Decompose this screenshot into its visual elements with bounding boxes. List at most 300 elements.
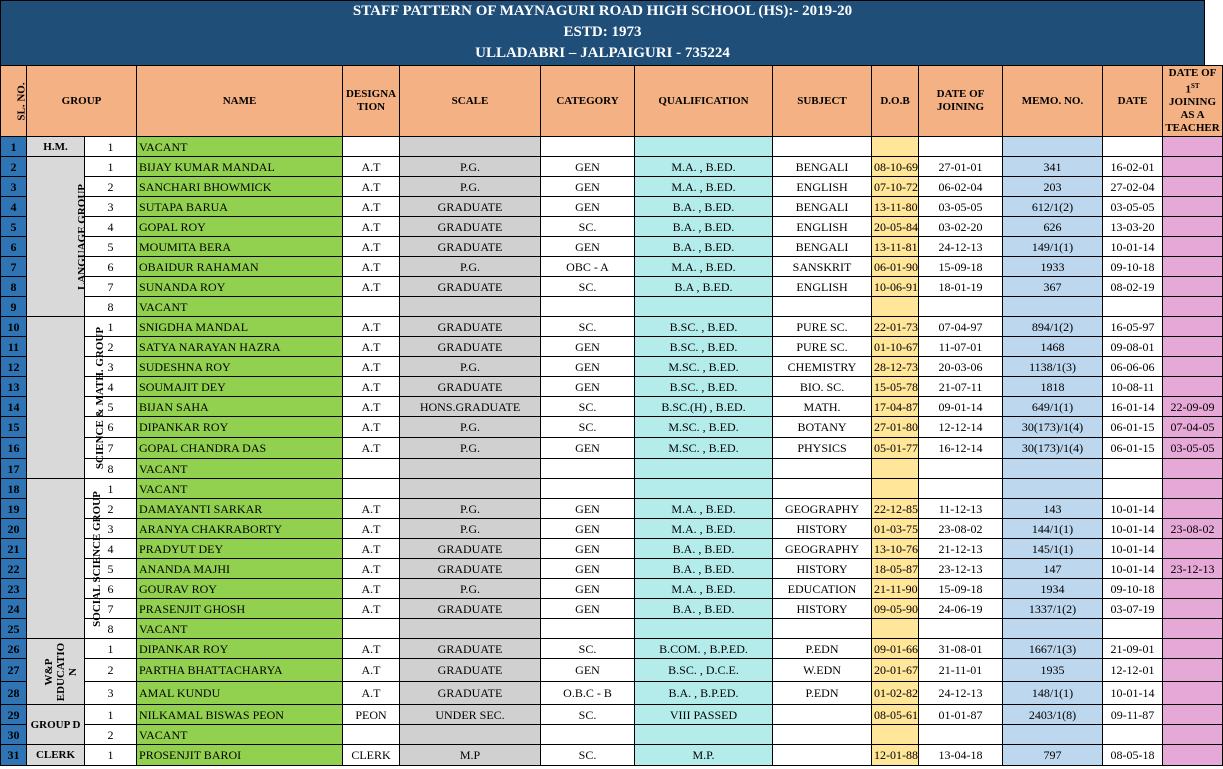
cell-sl-no[interactable]: 27 bbox=[1, 659, 27, 682]
cell-memo-no[interactable]: 30(173)/1(4) bbox=[1003, 417, 1103, 438]
cell-designation[interactable] bbox=[343, 459, 400, 479]
cell-subject[interactable] bbox=[773, 745, 872, 766]
cell-date[interactable] bbox=[1103, 619, 1163, 639]
cell-memo-no[interactable]: 612/1(2) bbox=[1003, 197, 1103, 217]
cell-date-of-joining[interactable]: 21-11-01 bbox=[919, 659, 1003, 682]
cell-first-joining[interactable] bbox=[1163, 137, 1223, 157]
cell-designation[interactable]: A.T bbox=[343, 397, 400, 417]
cell-dob[interactable]: 17-04-87 bbox=[872, 397, 919, 417]
cell-memo-no[interactable]: 147 bbox=[1003, 559, 1103, 579]
cell-group-number[interactable]: 2 bbox=[85, 337, 137, 357]
cell-group-number[interactable]: 2 bbox=[85, 659, 137, 682]
cell-dob[interactable] bbox=[872, 479, 919, 499]
cell-group-number[interactable]: 5 bbox=[85, 397, 137, 417]
cell-date[interactable]: 10-01-14 bbox=[1103, 519, 1163, 539]
cell-category[interactable]: GEN bbox=[541, 579, 635, 599]
cell-category[interactable]: SC. bbox=[541, 317, 635, 337]
cell-group-social[interactable] bbox=[27, 479, 103, 639]
cell-group-number[interactable]: 1 bbox=[85, 137, 137, 157]
cell-date-of-joining[interactable] bbox=[919, 619, 1003, 639]
cell-sl-no[interactable]: 11 bbox=[1, 337, 27, 357]
cell-first-joining[interactable] bbox=[1163, 639, 1223, 659]
cell-date-of-joining[interactable]: 23-12-13 bbox=[919, 559, 1003, 579]
cell-date-of-joining[interactable]: 16-12-14 bbox=[919, 438, 1003, 459]
cell-date[interactable]: 06-01-15 bbox=[1103, 438, 1163, 459]
cell-first-joining[interactable] bbox=[1163, 619, 1223, 639]
cell-date-of-joining[interactable] bbox=[919, 479, 1003, 499]
cell-group-number[interactable]: 4 bbox=[85, 539, 137, 559]
cell-dob[interactable]: 15-05-78 bbox=[872, 377, 919, 397]
cell-qualification[interactable]: M.A. , B.ED. bbox=[635, 579, 773, 599]
cell-subject[interactable]: CHEMISTRY bbox=[773, 357, 872, 377]
cell-qualification[interactable]: M.A. , B.ED. bbox=[635, 499, 773, 519]
cell-group-number[interactable]: 6 bbox=[85, 417, 137, 438]
cell-date-of-joining[interactable]: 21-12-13 bbox=[919, 539, 1003, 559]
cell-date[interactable]: 10-01-14 bbox=[1103, 559, 1163, 579]
cell-memo-no[interactable]: 1818 bbox=[1003, 377, 1103, 397]
cell-dob[interactable]: 05-01-77 bbox=[872, 438, 919, 459]
cell-first-joining[interactable] bbox=[1163, 725, 1223, 745]
cell-designation[interactable]: A.T bbox=[343, 639, 400, 659]
cell-memo-no[interactable]: 1935 bbox=[1003, 659, 1103, 682]
cell-date[interactable]: 10-01-14 bbox=[1103, 499, 1163, 519]
cell-designation[interactable]: A.T bbox=[343, 357, 400, 377]
cell-scale[interactable]: GRADUATE bbox=[400, 682, 541, 705]
cell-designation[interactable] bbox=[343, 725, 400, 745]
cell-group-number[interactable]: 6 bbox=[85, 579, 137, 599]
cell-dob[interactable]: 22-01-73 bbox=[872, 317, 919, 337]
cell-date[interactable] bbox=[1103, 297, 1163, 317]
cell-group-number[interactable]: 1 bbox=[85, 479, 137, 499]
cell-date-of-joining[interactable]: 13-04-18 bbox=[919, 745, 1003, 766]
cell-date-of-joining[interactable]: 11-12-13 bbox=[919, 499, 1003, 519]
cell-date[interactable]: 10-01-14 bbox=[1103, 237, 1163, 257]
cell-dob[interactable]: 01-10-67 bbox=[872, 337, 919, 357]
cell-category[interactable]: O.B.C - B bbox=[541, 682, 635, 705]
cell-name[interactable]: SANCHARI BHOWMICK bbox=[137, 177, 343, 197]
cell-qualification[interactable]: B.A. , B.ED. bbox=[635, 539, 773, 559]
cell-sl-no[interactable]: 20 bbox=[1, 519, 27, 539]
cell-group-number[interactable]: 8 bbox=[85, 297, 137, 317]
cell-qualification[interactable]: B.A. , B.ED. bbox=[635, 559, 773, 579]
cell-qualification[interactable]: B.A. , B.ED. bbox=[635, 217, 773, 237]
cell-first-joining[interactable] bbox=[1163, 579, 1223, 599]
cell-subject[interactable]: MATH. bbox=[773, 397, 872, 417]
cell-date-of-joining[interactable]: 24-12-13 bbox=[919, 682, 1003, 705]
cell-designation[interactable]: A.T bbox=[343, 377, 400, 397]
cell-memo-no[interactable]: 626 bbox=[1003, 217, 1103, 237]
cell-memo-no[interactable]: 145/1(1) bbox=[1003, 539, 1103, 559]
cell-dob[interactable]: 01-03-75 bbox=[872, 519, 919, 539]
cell-group-group-d[interactable]: GROUP D bbox=[27, 705, 85, 745]
cell-first-joining[interactable] bbox=[1163, 257, 1223, 277]
cell-date-of-joining[interactable]: 11-07-01 bbox=[919, 337, 1003, 357]
cell-memo-no[interactable]: 148/1(1) bbox=[1003, 682, 1103, 705]
cell-date[interactable]: 10-01-14 bbox=[1103, 682, 1163, 705]
cell-dob[interactable]: 21-11-90 bbox=[872, 579, 919, 599]
cell-designation[interactable]: A.T bbox=[343, 277, 400, 297]
cell-memo-no[interactable]: 144/1(1) bbox=[1003, 519, 1103, 539]
cell-category[interactable]: SC. bbox=[541, 639, 635, 659]
cell-scale[interactable]: P.G. bbox=[400, 579, 541, 599]
cell-sl-no[interactable]: 8 bbox=[1, 277, 27, 297]
cell-scale[interactable]: GRADUATE bbox=[400, 197, 541, 217]
cell-category[interactable]: SC. bbox=[541, 217, 635, 237]
cell-name[interactable]: AMAL KUNDU bbox=[137, 682, 343, 705]
cell-name[interactable]: VACANT bbox=[137, 725, 343, 745]
cell-scale[interactable]: P.G. bbox=[400, 257, 541, 277]
cell-memo-no[interactable]: 367 bbox=[1003, 277, 1103, 297]
cell-category[interactable]: GEN bbox=[541, 377, 635, 397]
cell-qualification[interactable] bbox=[635, 619, 773, 639]
cell-sl-no[interactable]: 15 bbox=[1, 417, 27, 438]
cell-category[interactable] bbox=[541, 297, 635, 317]
cell-name[interactable]: ARANYA CHAKRABORTY bbox=[137, 519, 343, 539]
cell-qualification[interactable]: M.A. , B.ED. bbox=[635, 257, 773, 277]
cell-qualification[interactable]: M.A. , B.ED. bbox=[635, 519, 773, 539]
cell-group-language[interactable] bbox=[27, 157, 89, 317]
cell-scale[interactable]: UNDER SEC. bbox=[400, 705, 541, 725]
cell-name[interactable]: VACANT bbox=[137, 137, 343, 157]
cell-dob[interactable]: 12-01-88 bbox=[872, 745, 919, 766]
cell-name[interactable]: PRASENJIT GHOSH bbox=[137, 599, 343, 619]
cell-sl-no[interactable]: 21 bbox=[1, 539, 27, 559]
cell-name[interactable]: VACANT bbox=[137, 297, 343, 317]
cell-designation[interactable] bbox=[343, 479, 400, 499]
cell-dob[interactable]: 13-11-80 bbox=[872, 197, 919, 217]
cell-dob[interactable] bbox=[872, 619, 919, 639]
cell-group-number[interactable]: 2 bbox=[85, 177, 137, 197]
cell-group-number[interactable]: 5 bbox=[85, 237, 137, 257]
cell-memo-no[interactable]: 1138/1(3) bbox=[1003, 357, 1103, 377]
cell-category[interactable]: GEN bbox=[541, 337, 635, 357]
cell-group-number[interactable]: 1 bbox=[85, 745, 137, 766]
cell-date[interactable]: 27-02-04 bbox=[1103, 177, 1163, 197]
cell-sl-no[interactable]: 17 bbox=[1, 459, 27, 479]
cell-qualification[interactable]: B.A , B.ED. bbox=[635, 277, 773, 297]
cell-date-of-joining[interactable]: 18-01-19 bbox=[919, 277, 1003, 297]
cell-qualification[interactable]: M.P. bbox=[635, 745, 773, 766]
cell-group-number[interactable]: 7 bbox=[85, 599, 137, 619]
cell-category[interactable]: GEN bbox=[541, 237, 635, 257]
cell-dob[interactable]: 20-01-67 bbox=[872, 659, 919, 682]
cell-name[interactable]: OBAIDUR RAHAMAN bbox=[137, 257, 343, 277]
cell-date-of-joining[interactable]: 27-01-01 bbox=[919, 157, 1003, 177]
cell-first-joining[interactable]: 23-12-13 bbox=[1163, 559, 1223, 579]
cell-sl-no[interactable]: 3 bbox=[1, 177, 27, 197]
cell-sl-no[interactable]: 19 bbox=[1, 499, 27, 519]
cell-dob[interactable] bbox=[872, 459, 919, 479]
cell-designation[interactable]: A.T bbox=[343, 217, 400, 237]
cell-group-number[interactable]: 1 bbox=[85, 317, 137, 337]
cell-name[interactable]: SNIGDHA MANDAL bbox=[137, 317, 343, 337]
cell-scale[interactable] bbox=[400, 137, 541, 157]
cell-sl-no[interactable]: 30 bbox=[1, 725, 27, 745]
cell-first-joining[interactable] bbox=[1163, 705, 1223, 725]
cell-scale[interactable]: P.G. bbox=[400, 417, 541, 438]
cell-date[interactable]: 06-06-06 bbox=[1103, 357, 1163, 377]
cell-date-of-joining[interactable]: 20-03-06 bbox=[919, 357, 1003, 377]
col-memo-no[interactable]: MEMO. NO. bbox=[1003, 66, 1103, 137]
cell-subject[interactable]: PURE SC. bbox=[773, 317, 872, 337]
cell-first-joining[interactable]: 07-04-05 bbox=[1163, 417, 1223, 438]
cell-subject[interactable] bbox=[773, 459, 872, 479]
cell-subject[interactable] bbox=[773, 297, 872, 317]
cell-first-joining[interactable] bbox=[1163, 177, 1223, 197]
cell-qualification[interactable]: M.A. , B.ED. bbox=[635, 157, 773, 177]
cell-name[interactable]: BIJAY KUMAR MANDAL bbox=[137, 157, 343, 177]
cell-subject[interactable]: SANSKRIT bbox=[773, 257, 872, 277]
cell-subject[interactable]: PURE SC. bbox=[773, 337, 872, 357]
cell-group-number[interactable]: 6 bbox=[85, 257, 137, 277]
col-designation[interactable]: DESIGNA TION bbox=[343, 66, 400, 137]
cell-category[interactable]: GEN bbox=[541, 157, 635, 177]
cell-first-joining[interactable] bbox=[1163, 659, 1223, 682]
cell-sl-no[interactable]: 22 bbox=[1, 559, 27, 579]
cell-qualification[interactable]: B.A. , B.P.ED. bbox=[635, 682, 773, 705]
cell-date[interactable]: 10-01-14 bbox=[1103, 539, 1163, 559]
cell-sl-no[interactable]: 14 bbox=[1, 397, 27, 417]
cell-first-joining[interactable] bbox=[1163, 317, 1223, 337]
cell-subject[interactable]: BENGALI bbox=[773, 237, 872, 257]
cell-qualification[interactable]: M.SC. , B.ED. bbox=[635, 417, 773, 438]
cell-category[interactable] bbox=[541, 725, 635, 745]
cell-subject[interactable]: HISTORY bbox=[773, 519, 872, 539]
cell-group-number[interactable]: 4 bbox=[85, 377, 137, 397]
cell-sl-no[interactable]: 18 bbox=[1, 479, 27, 499]
cell-date[interactable]: 03-05-05 bbox=[1103, 197, 1163, 217]
cell-name[interactable]: GOURAV ROY bbox=[137, 579, 343, 599]
cell-date-of-joining[interactable]: 24-12-13 bbox=[919, 237, 1003, 257]
cell-memo-no[interactable] bbox=[1003, 725, 1103, 745]
cell-designation[interactable]: A.T bbox=[343, 417, 400, 438]
cell-dob[interactable]: 07-10-72 bbox=[872, 177, 919, 197]
cell-first-joining[interactable] bbox=[1163, 479, 1223, 499]
cell-name[interactable]: MOUMITA BERA bbox=[137, 237, 343, 257]
cell-first-joining[interactable] bbox=[1163, 277, 1223, 297]
cell-date-of-joining[interactable] bbox=[919, 725, 1003, 745]
cell-qualification[interactable]: B.A. , B.ED. bbox=[635, 237, 773, 257]
cell-date[interactable]: 08-05-18 bbox=[1103, 745, 1163, 766]
col-qualification[interactable]: QUALIFICATION bbox=[635, 66, 773, 137]
cell-category[interactable]: GEN bbox=[541, 357, 635, 377]
cell-scale[interactable] bbox=[400, 459, 541, 479]
cell-name[interactable]: SUTAPA BARUA bbox=[137, 197, 343, 217]
cell-memo-no[interactable] bbox=[1003, 459, 1103, 479]
cell-sl-no[interactable]: 5 bbox=[1, 217, 27, 237]
cell-date-of-joining[interactable]: 06-02-04 bbox=[919, 177, 1003, 197]
cell-sl-no[interactable]: 31 bbox=[1, 745, 27, 766]
cell-memo-no[interactable]: 1667/1(3) bbox=[1003, 639, 1103, 659]
cell-category[interactable]: SC. bbox=[541, 705, 635, 725]
cell-subject[interactable] bbox=[773, 137, 872, 157]
cell-memo-no[interactable] bbox=[1003, 479, 1103, 499]
cell-category[interactable] bbox=[541, 459, 635, 479]
cell-name[interactable]: ANANDA MAJHI bbox=[137, 559, 343, 579]
cell-date[interactable]: 08-02-19 bbox=[1103, 277, 1163, 297]
cell-name[interactable]: VACANT bbox=[137, 619, 343, 639]
cell-qualification[interactable]: B.SC. , B.ED. bbox=[635, 317, 773, 337]
cell-scale[interactable]: P.G. bbox=[400, 438, 541, 459]
cell-qualification[interactable]: B.A. , B.ED. bbox=[635, 599, 773, 619]
cell-qualification[interactable]: M.SC. , B.ED. bbox=[635, 357, 773, 377]
cell-subject[interactable]: ENGLISH bbox=[773, 217, 872, 237]
cell-group-wp[interactable] bbox=[27, 639, 85, 705]
cell-date-of-joining[interactable] bbox=[919, 459, 1003, 479]
cell-category[interactable]: GEN bbox=[541, 519, 635, 539]
cell-name[interactable]: BIJAN SAHA bbox=[137, 397, 343, 417]
cell-scale[interactable]: P.G. bbox=[400, 177, 541, 197]
cell-name[interactable]: DAMAYANTI SARKAR bbox=[137, 499, 343, 519]
col-scale[interactable]: SCALE bbox=[400, 66, 541, 137]
cell-subject[interactable]: GEOGRAPHY bbox=[773, 499, 872, 519]
cell-category[interactable]: GEN bbox=[541, 599, 635, 619]
cell-date[interactable]: 09-10-18 bbox=[1103, 257, 1163, 277]
cell-sl-no[interactable]: 29 bbox=[1, 705, 27, 725]
cell-category[interactable]: GEN bbox=[541, 499, 635, 519]
cell-group-number[interactable]: 4 bbox=[85, 217, 137, 237]
cell-memo-no[interactable]: 1934 bbox=[1003, 579, 1103, 599]
cell-sl-no[interactable]: 2 bbox=[1, 157, 27, 177]
cell-memo-no[interactable]: 1933 bbox=[1003, 257, 1103, 277]
cell-name[interactable]: PARTHA BHATTACHARYA bbox=[137, 659, 343, 682]
cell-subject[interactable]: P.EDN bbox=[773, 682, 872, 705]
cell-memo-no[interactable] bbox=[1003, 619, 1103, 639]
cell-name[interactable]: DIPANKAR ROY bbox=[137, 417, 343, 438]
cell-category[interactable]: GEN bbox=[541, 177, 635, 197]
cell-sl-no[interactable]: 9 bbox=[1, 297, 27, 317]
cell-name[interactable]: PRADYUT DEY bbox=[137, 539, 343, 559]
cell-qualification[interactable] bbox=[635, 137, 773, 157]
cell-scale[interactable]: GRADUATE bbox=[400, 277, 541, 297]
cell-memo-no[interactable]: 203 bbox=[1003, 177, 1103, 197]
cell-dob[interactable]: 18-05-87 bbox=[872, 559, 919, 579]
cell-subject[interactable]: BENGALI bbox=[773, 157, 872, 177]
cell-date-of-joining[interactable]: 03-05-05 bbox=[919, 197, 1003, 217]
cell-first-joining[interactable] bbox=[1163, 377, 1223, 397]
cell-date[interactable]: 09-11-87 bbox=[1103, 705, 1163, 725]
cell-category[interactable] bbox=[541, 137, 635, 157]
cell-subject[interactable] bbox=[773, 725, 872, 745]
cell-designation[interactable]: A.T bbox=[343, 579, 400, 599]
cell-first-joining[interactable]: 23-08-02 bbox=[1163, 519, 1223, 539]
cell-qualification[interactable] bbox=[635, 479, 773, 499]
cell-designation[interactable]: A.T bbox=[343, 157, 400, 177]
cell-group-number[interactable]: 8 bbox=[85, 619, 137, 639]
cell-date[interactable]: 06-01-15 bbox=[1103, 417, 1163, 438]
cell-designation[interactable]: A.T bbox=[343, 559, 400, 579]
cell-first-joining[interactable] bbox=[1163, 217, 1223, 237]
cell-dob[interactable]: 27-01-80 bbox=[872, 417, 919, 438]
cell-first-joining[interactable] bbox=[1163, 682, 1223, 705]
cell-name[interactable]: PROSENJIT BAROI bbox=[137, 745, 343, 766]
cell-group-hm[interactable]: H.M. bbox=[27, 137, 85, 157]
cell-dob[interactable]: 06-01-90 bbox=[872, 257, 919, 277]
cell-memo-no[interactable]: 797 bbox=[1003, 745, 1103, 766]
cell-date-of-joining[interactable]: 12-12-14 bbox=[919, 417, 1003, 438]
cell-name[interactable]: SATYA NARAYAN HAZRA bbox=[137, 337, 343, 357]
col-date-of-joining[interactable]: DATE OF JOINING bbox=[919, 66, 1003, 137]
cell-memo-no[interactable]: 1468 bbox=[1003, 337, 1103, 357]
col-subject[interactable]: SUBJECT bbox=[773, 66, 872, 137]
cell-group-clerk[interactable]: CLERK bbox=[27, 745, 85, 766]
cell-designation[interactable]: A.T bbox=[343, 599, 400, 619]
cell-subject[interactable]: ENGLISH bbox=[773, 277, 872, 297]
cell-date[interactable] bbox=[1103, 137, 1163, 157]
cell-memo-no[interactable]: 149/1(1) bbox=[1003, 237, 1103, 257]
cell-subject[interactable]: BENGALI bbox=[773, 197, 872, 217]
cell-designation[interactable]: A.T bbox=[343, 237, 400, 257]
cell-scale[interactable]: GRADUATE bbox=[400, 639, 541, 659]
cell-dob[interactable]: 13-10-76 bbox=[872, 539, 919, 559]
cell-memo-no[interactable]: 649/1(1) bbox=[1003, 397, 1103, 417]
cell-dob[interactable]: 13-11-81 bbox=[872, 237, 919, 257]
cell-scale[interactable]: GRADUATE bbox=[400, 659, 541, 682]
cell-scale[interactable]: P.G. bbox=[400, 499, 541, 519]
cell-category[interactable]: SC. bbox=[541, 277, 635, 297]
cell-scale[interactable]: GRADUATE bbox=[400, 559, 541, 579]
cell-date-of-joining[interactable]: 21-07-11 bbox=[919, 377, 1003, 397]
cell-dob[interactable] bbox=[872, 137, 919, 157]
cell-scale[interactable]: GRADUATE bbox=[400, 337, 541, 357]
cell-sl-no[interactable]: 13 bbox=[1, 377, 27, 397]
cell-memo-no[interactable]: 1337/1(2) bbox=[1003, 599, 1103, 619]
cell-scale[interactable]: P.G. bbox=[400, 519, 541, 539]
cell-scale[interactable]: GRADUATE bbox=[400, 237, 541, 257]
cell-first-joining[interactable] bbox=[1163, 599, 1223, 619]
cell-first-joining[interactable] bbox=[1163, 197, 1223, 217]
cell-first-joining[interactable] bbox=[1163, 237, 1223, 257]
cell-scale[interactable]: P.G. bbox=[400, 157, 541, 177]
cell-date[interactable]: 16-02-01 bbox=[1103, 157, 1163, 177]
cell-qualification[interactable]: VIII PASSED bbox=[635, 705, 773, 725]
cell-subject[interactable]: EDUCATION bbox=[773, 579, 872, 599]
cell-subject[interactable]: BIO. SC. bbox=[773, 377, 872, 397]
cell-sl-no[interactable]: 24 bbox=[1, 599, 27, 619]
cell-designation[interactable]: A.T bbox=[343, 499, 400, 519]
cell-designation[interactable] bbox=[343, 619, 400, 639]
cell-qualification[interactable]: B.SC. , B.ED. bbox=[635, 337, 773, 357]
cell-designation[interactable] bbox=[343, 137, 400, 157]
cell-designation[interactable]: A.T bbox=[343, 197, 400, 217]
col-first-joining[interactable]: DATE OF 1ST JOINING AS A TEACHER bbox=[1163, 66, 1223, 137]
cell-first-joining[interactable] bbox=[1163, 297, 1223, 317]
cell-designation[interactable]: A.T bbox=[343, 539, 400, 559]
cell-group-number[interactable]: 7 bbox=[85, 438, 137, 459]
cell-first-joining[interactable] bbox=[1163, 337, 1223, 357]
cell-name[interactable]: GOPAL CHANDRA DAS bbox=[137, 438, 343, 459]
cell-first-joining[interactable]: 22-09-09 bbox=[1163, 397, 1223, 417]
cell-date-of-joining[interactable]: 15-09-18 bbox=[919, 257, 1003, 277]
cell-category[interactable]: GEN bbox=[541, 659, 635, 682]
cell-memo-no[interactable]: 341 bbox=[1003, 157, 1103, 177]
cell-category[interactable]: GEN bbox=[541, 438, 635, 459]
cell-sl-no[interactable]: 6 bbox=[1, 237, 27, 257]
cell-memo-no[interactable]: 143 bbox=[1003, 499, 1103, 519]
cell-group-number[interactable]: 3 bbox=[85, 197, 137, 217]
cell-date-of-joining[interactable]: 31-08-01 bbox=[919, 639, 1003, 659]
cell-qualification[interactable]: B.COM. , B.P.ED. bbox=[635, 639, 773, 659]
cell-date[interactable]: 09-08-01 bbox=[1103, 337, 1163, 357]
cell-date[interactable]: 13-03-20 bbox=[1103, 217, 1163, 237]
cell-dob[interactable]: 09-05-90 bbox=[872, 599, 919, 619]
cell-sl-no[interactable]: 10 bbox=[1, 317, 27, 337]
cell-scale[interactable] bbox=[400, 725, 541, 745]
cell-date-of-joining[interactable] bbox=[919, 297, 1003, 317]
cell-designation[interactable]: A.T bbox=[343, 682, 400, 705]
cell-sl-no[interactable]: 4 bbox=[1, 197, 27, 217]
cell-category[interactable]: SC. bbox=[541, 397, 635, 417]
